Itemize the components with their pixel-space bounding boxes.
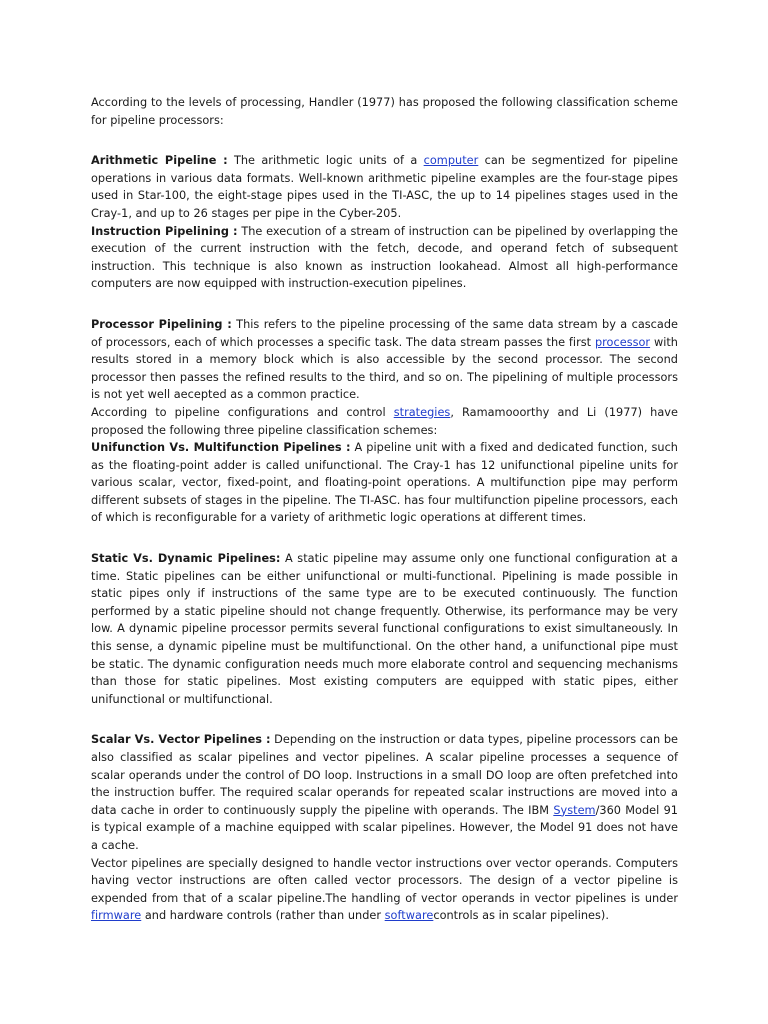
system-link[interactable]: System: [553, 803, 596, 817]
configurations-text-1: According to pipeline configurations and control: [91, 405, 394, 419]
processor-text-1: This refers to the pipeline processing of the same data stream by a cascade of processors, each of which processes a specific task. The data stream passes the first: [91, 317, 678, 349]
processor-heading: Processor Pipelining :: [91, 317, 232, 331]
instruction-heading: Instruction Pipelining :: [91, 224, 238, 238]
software-link[interactable]: software: [384, 909, 434, 923]
scalar-vector-text-2: /360 Model 91 is typical example of a machine equipped with scalar pipelines. However, the Model 91 does not have a cache.: [91, 803, 678, 852]
scalar-vector-paragraph: [91, 731, 678, 854]
processor-link[interactable]: processor: [594, 335, 651, 349]
vector-text-2: and hardware controls (rather than under: [141, 909, 385, 923]
strategies-link[interactable]: strategies: [393, 405, 451, 419]
scalar-vector-heading: Scalar Vs. Vector Pipelines :: [91, 733, 271, 747]
document-page: [91, 94, 678, 925]
arithmetic-text-1: The arithmetic logic units of a: [227, 154, 424, 168]
vector-text-1: Vector pipelines are specially designed to handle vector instructions over vector operands. Computers having vector instructions are often called vector processors. The design of a vector pipeline is expended from that of a scalar pipeline.The handling of vector operands in vector pipelines is under: [91, 856, 678, 905]
static-dynamic-paragraph: [91, 550, 678, 708]
intro-text: According to the levels of processing, Handler (1977) has proposed the following classification scheme for pipeline processors:: [91, 96, 678, 127]
vector-text-3: controls as in scalar pipelines).: [433, 909, 609, 923]
processor-text-2: with results stored in a memory block which is also accessible by the second processor. The second processor then passes the refined results to the third, and so on. The pipelining of multiple processors is not yet well aecepted as a common practice.: [91, 335, 678, 402]
static-dynamic-heading: Static Vs. Dynamic Pipelines:: [91, 552, 281, 566]
instruction-paragraph: [91, 223, 678, 293]
instruction-text: The execution of a stream of instruction can be pipelined by overlapping the execution of the current instruction with the fetch, decode, and operand fetch of subsequent instruction. This technique is also known as instruction lookahead. Almost all high-performance computers are now equipped with instruction-execution pipelines.: [91, 224, 679, 291]
arithmetic-text-2: can be segmentized for pipeline operations in various data formats. Well-known arithmetic pipeline examples are the four-stage pipes used in Star-100, the eight-stage pipes used in the TI-ASC, the up to 14 pipelines stages used in the Cray-1, and up to 26 stages per pipe in the Cyber-205.: [91, 154, 678, 220]
configurations-text-2: , Ramamooorthy and Li (1977) have proposed the following three pipeline classification schemes:: [91, 405, 678, 437]
computer-link[interactable]: computer: [423, 154, 479, 168]
intro-paragraph: [91, 94, 678, 129]
vector-paragraph: [91, 855, 678, 925]
configurations-paragraph: [91, 404, 678, 439]
unifunction-heading: Unifunction Vs. Multifunction Pipelines :: [91, 441, 351, 455]
arithmetic-paragraph: [91, 152, 678, 222]
static-dynamic-text: A static pipeline may assume only one functional configuration at a time. Static pipelines can be either unifunctional or multi-functional. Pipelining is made possible in static pipes only if instructions of the same type are to be executed continuously. The function performed by a static pipeline should not change frequently. Otherwise, its performance may be very low. A dynamic pipeline processor permits several functional configurations to exist simultaneously. In this sense, a dynamic pipeline must be multifunctional. On the other hand, a unifunctional pipe must be static. The dynamic configuration needs much more elaborate control and sequencing mechanisms than those for static pipelines. Most existing computers are equipped with static pipes, either unifunctional or multifunctional.: [91, 552, 678, 706]
unifunction-text: A pipeline unit with a fixed and dedicated function, such as the floating-point adder is called unifunctional. The Cray-1 has 12 unifunctional pipeline units for various scalar, vector, fixed-point, and floating-point operations. A multifunction pipe may perform different subsets of stages in the pipeline. The TI-ASC. has four multifunction pipeline processors, each of which is reconfigurable for a variety of arithmetic logic operations at different times.: [91, 441, 678, 525]
processor-paragraph: [91, 316, 678, 404]
unifunction-paragraph: [91, 439, 678, 527]
arithmetic-heading: Arithmetic Pipeline :: [91, 154, 228, 168]
scalar-vector-text-1: Depending on the instruction or data types, pipeline processors can be also classified as scalar pipelines and vector pipelines. A scalar pipeline processes a sequence of scalar operands under the control of DO loop. Instructions in a small DO loop are often prefetched into the instruction buffer. The required scalar operands for repeated scalar instructions are moved into a data cache in order to continuously supply the pipeline with operands. The IBM: [91, 733, 678, 817]
firmware-link[interactable]: firmware: [91, 909, 142, 923]
